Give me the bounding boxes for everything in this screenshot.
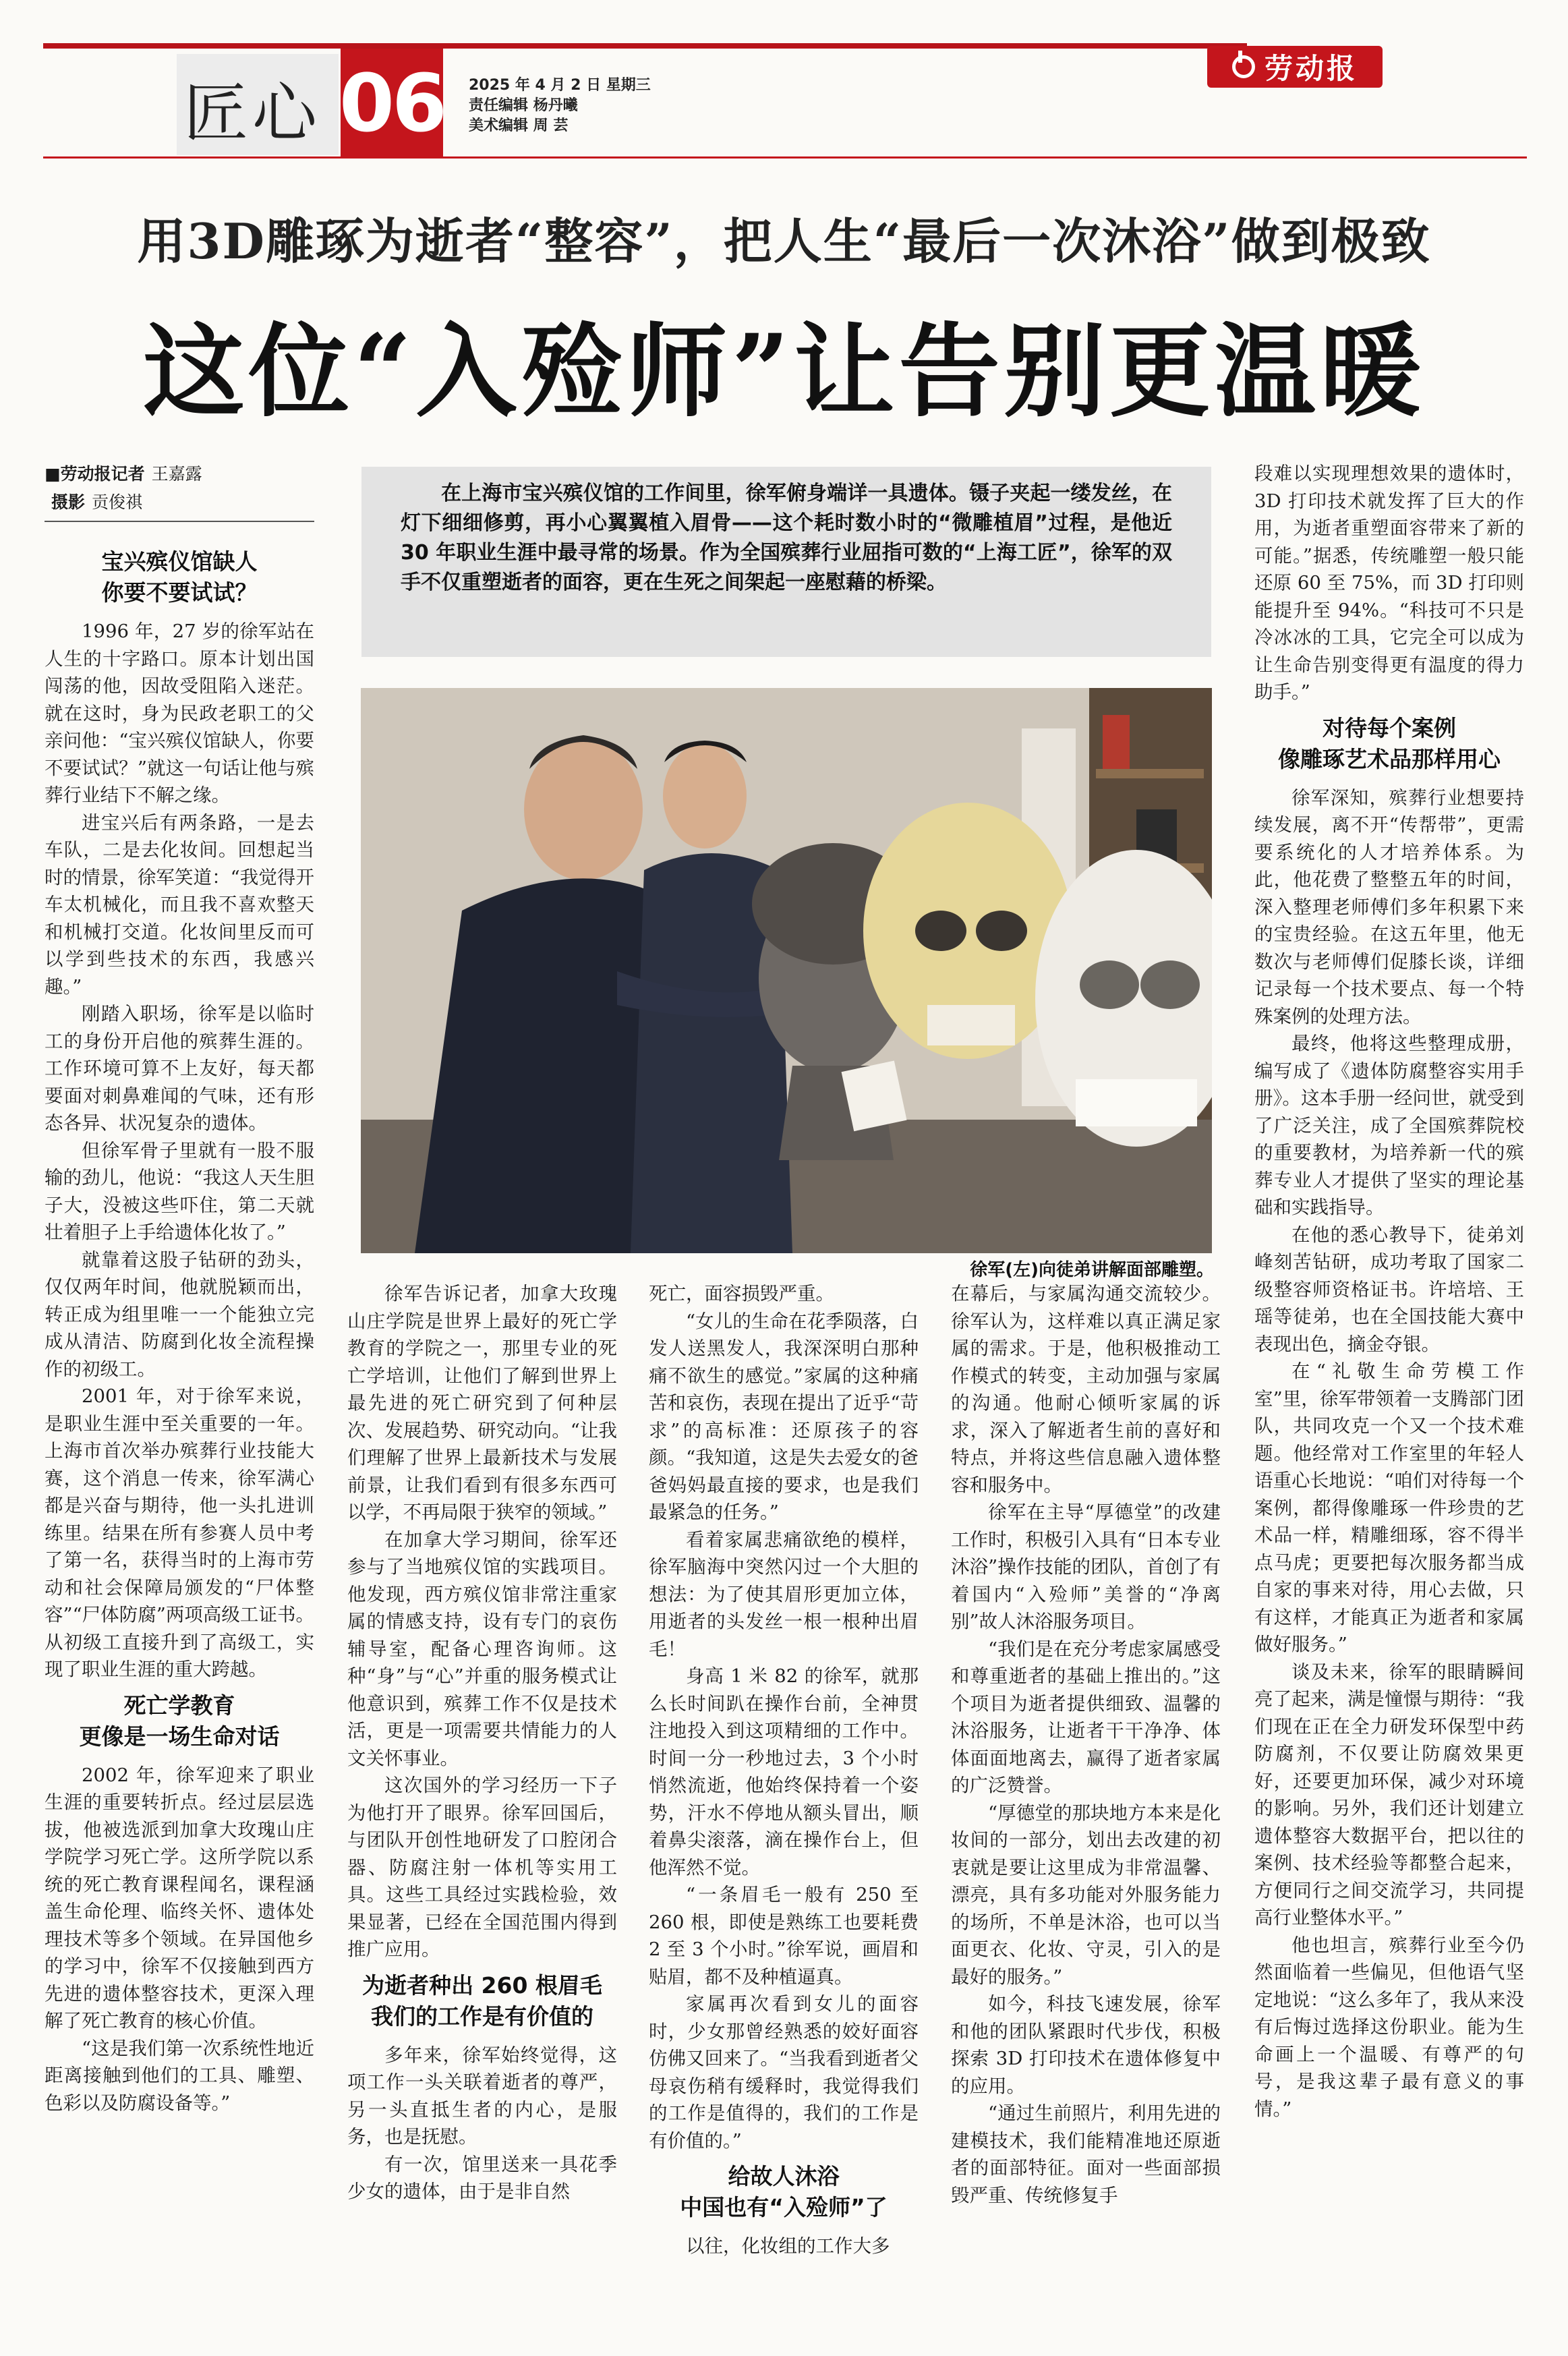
paragraph: “女儿的生命在花季陨落，白发人送黑发人，我深深明白那种痛不欲生的感觉。”家属的这种痛苦和哀伤，表现在提出了近乎“苛求”的高标准：还原孩子的容颜。“我知道，这是失去爱女的爸爸妈妈最直接的要求，也是我们最紧急的任务。” [649, 1310, 919, 1523]
byline-divider [45, 521, 314, 522]
byline-reporter: 王嘉露 [151, 464, 202, 484]
subhead: 为逝者种出 260 根眉毛 我们的工作是有价值的 [362, 1972, 602, 2030]
paragraph: 徐军告诉记者，加拿大玫瑰山庄学院是世界上最好的死亡学教育的学院之一，那里专业的死亡学培训，让他们了解到世界上最先进的死亡研究到了何种层次、发展趋势、研究动向。“让我们理解了世界上最新技术与发展前景，让我们看到有很多东西可以学，不再局限于狭窄的领域。” [347, 1283, 617, 1523]
paragraph: 身高 1 米 82 的徐军，就那么长时间趴在操作台前，全神贯注地投入到这项精细的工作中。时间一分一秒地过去，3 个小时悄然流逝，他始终保持着一个姿势，汗水不停地从额头冒出，顺着鼻尖滚落，滴在操作台上，但他浑然不觉。 [649, 1665, 919, 1878]
paragraph: 在“礼敬生命劳模工作室”里，徐军带领着一支腾部门团队，共同攻克一个又一个技术难题。他经常对工作室里的年轻人语重心长地说：“咱们对待每一个案例，都得像雕琢一件珍贵的艺术品一样，精雕细琢，容不得半点马虎；更要把每次服务都当成自家的事来对待，用心去做，只有这样，才能真正为逝者和家属做好服务。” [1254, 1360, 1524, 1655]
paragraph: 看着家属悲痛欲绝的模样，徐军脑海中突然闪过一个大胆的想法：为了使其眉形更加立体，用逝者的头发丝一根一根种出眉毛！ [649, 1528, 919, 1660]
paragraph: 他也坦言，殡葬行业至今仍然面临着一些偏见，但他语气坚定地说：“这么多年了，我从来没有后悔过选择这份职业。能为生命画上一个温暖、有尊严的句号，是我这辈子最有意义的事情。” [1254, 1934, 1524, 2120]
paragraph: 多年来，徐军始终觉得，这项工作一头关联着逝者的尊严，另一头直抵生者的内心，是服务，也是抚慰。 [347, 2044, 617, 2148]
paragraph: “我们是在充分考虑家属感受和尊重逝者的基础上推出的。”这个项目为逝者提供细致、温馨的沐浴服务，让逝者干干净净、体体面面地离去，赢得了逝者家属的广泛赞誉。 [951, 1638, 1221, 1796]
paragraph: “这是我们第一次系统性地近距离接触到他们的工具、雕塑、色彩以及防腐设备等。” [45, 2037, 314, 2114]
paragraph: 这次国外的学习经历一下子为他打开了眼界。徐军回国后，与团队开创性地研发了口腔闭合器、防腐注射一体机等实用工具。这些工具经过实践检验，效果显著，已经在全国范围内得到推广应用。 [347, 1775, 617, 1960]
byline [45, 460, 202, 517]
paragraph: 有一次，馆里送来一具花季少女的遗体，由于是非自然 [347, 2153, 617, 2202]
paragraph: 如今，科技飞速发展，徐军和他的团队紧跟时代步伐，积极探索 3D 打印技术在遗体修复中的应用。 [951, 1993, 1221, 2097]
paragraph: “通过生前照片，利用先进的建模技术，我们能精准地还原逝者的面部特征。面对一些面部损毁严重、传统修复手 [951, 2102, 1221, 2206]
paragraph: 死亡，面容损毁严重。 [649, 1283, 834, 1304]
byline-photo-label: 摄影 [51, 492, 86, 512]
date-line: 2025 年 4 月 2 日 星期三 [469, 77, 651, 94]
art-editor-line: 美术编辑 周 芸 [469, 117, 569, 134]
subhead: 给故人沐浴 中国也有“入殓师”了 [680, 2163, 888, 2220]
header-divider [43, 156, 1527, 159]
article-headline: 这位“入殓师”让告别更温暖 [143, 312, 1425, 431]
page-number: 06 [341, 49, 443, 158]
paragraph: 徐军在主导“厚德堂”的改建工作时，积极引入具有“日本专业沐浴”操作技能的团队，首创了有着国内“入殓师”美誉的“净离别”故人沐浴服务项目。 [951, 1501, 1221, 1632]
column-3 [649, 1280, 919, 2260]
byline-photographer: 贡俊祺 [92, 492, 143, 512]
newspaper-name: 劳动报 [1264, 52, 1358, 85]
paragraph: “一条眉毛一般有 250 至 260 根，即使是熟练工也要耗费 2 至 3 个小时。”徐军说，画眉和贴眉，都不及种植逼真。 [649, 1884, 919, 1988]
paragraph: 2002 年，徐军迎来了职业生涯的重要转折点。经过层层选拔，他被选派到加拿大玫瑰山庄学院学习死亡学。这所学院以系统的死亡教育课程闻名，课程涵盖生命伦理、临终关怀、遗体处理技术等多个领域。在异国他乡的学习中，徐军不仅接触到西方先进的遗体整容技术，更深入理解了死亡教育的核心价值。 [45, 1764, 314, 2032]
newspaper-logo [1207, 46, 1383, 88]
section-name: 匠心 [183, 76, 321, 151]
photo-illustration [361, 688, 1212, 1253]
paragraph: 徐军深知，殡葬行业想要持续发展，离不开“传帮带”，更需要系统化的人才培养体系。为此，他花费了整整五年的时间，深入整理老师傅们多年积累下来的宝贵经验。在这五年里，他无数次与老师傅们促膝长谈，详细记录每一个技术要点、每一个特殊案例的处理方法。 [1254, 786, 1524, 1027]
paragraph: 最终，他将这些整理成册，编写成了《遗体防腐整容实用手册》。这本手册一经问世，就受到了广泛关注，成了全国殡葬院校的重要教材，为培养新一代的殡葬专业人才提供了坚实的理论基础和实践指导。 [1254, 1033, 1524, 1218]
paragraph: 2001 年，对于徐军来说，是职业生涯中至关重要的一年。上海市首次举办殡葬行业技能大赛，这个消息一传来，徐军满心都是兴奋与期待，他一头扎进训练里。结果在所有参赛人员中考了第一名，获得当时的上海市劳动和社会保障局颁发的“尸体整容”“尸体防腐”两项高级工证书。从初级工直接升到了高级工，实现了职业生涯的重大跨越。 [45, 1385, 314, 1680]
lead-paragraph: 在上海市宝兴殡仪馆的工作间里，徐军俯身端详一具遗体。镊子夹起一缕发丝，在灯下细细修剪，再小心翼翼植入眉骨——这个耗时数小时的“微雕植眉”过程，是他近 30 年职业生涯中最寻常的场景。作为全国殡葬行业屈指可数的“上海工匠”，徐军的双手不仅重塑逝者的面容，更在生死之间架起一座慰藉的桥梁。 [401, 482, 1172, 594]
lead-box [361, 467, 1211, 657]
paragraph: 以往，化妆组的工作大多 [686, 2235, 890, 2257]
column-2 [347, 1280, 617, 2206]
column-4 [951, 1280, 1221, 2209]
subhead: 宝兴殡仪馆缺人 你要不要试试？ [101, 548, 258, 606]
paragraph: 就靠着这股子钻研的劲头，仅仅两年时间，他就脱颖而出，转正成为组里唯一一个能独立完成从清洁、防腐到化妆全流程操作的初级工。 [45, 1248, 314, 1380]
paragraph: 在幕后，与家属沟通交流较少。徐军认为，这样难以真正满足家属的需求。于是，他积极推动工作模式的转变，主动加强与家属的沟通。他耐心倾听家属的诉求，深入了解逝者生前的喜好和特点，并将这些信息融入遗体整容和服务中。 [951, 1283, 1221, 1496]
article-kicker: 用3D雕琢为逝者“整容”，把人生“最后一次沐浴”做到极致 [137, 212, 1431, 270]
paragraph: 谈及未来，徐军的眼睛瞬间亮了起来，满是憧憬与期待：“我们现在正在全力研发环保型中药防腐剂，不仅要让防腐效果更好，还要更加环保，减少对环境的影响。另外，我们还计划建立遗体整容大数据平台，把以往的案例、技术经验等都整合起来，方便同行之间交流学习，共同提高行业整体水平。” [1254, 1661, 1524, 1928]
paragraph: 进宝兴后有两条路，一是去车队，二是去化妆间。回想起当时的情景，徐军笑道：“我觉得开车太机械化，而且我不喜欢整天和机械打交道。化妆间里反而可以学到些技术的东西，我感兴趣。” [45, 811, 314, 998]
paragraph: “厚德堂的那块地方本来是化妆间的一部分，划出去改建的初衷就是要让这里成为非常温馨、漂亮，具有多功能对外服务能力的场所，不单是沐浴，也可以当面更衣、化妆、守灵，引入的是最好的服务。” [951, 1802, 1221, 1988]
paragraph: 家属再次看到女儿的面容时，少女那曾经熟悉的姣好面容仿佛又回来了。“当我看到逝者父母哀伤稍有缓释时，我觉得我们的工作是值得的，我们的工作是有价值的。” [649, 1993, 919, 2152]
article-photo [361, 688, 1212, 1253]
subhead: 死亡学教育 更像是一场生命对话 [79, 1692, 280, 1750]
byline-reporter-label: ■劳动报记者 [45, 464, 145, 484]
editor-line: 责任编辑 杨丹曦 [469, 97, 578, 114]
paragraph: 在他的悉心教导下，徒弟刘峰刻苦钻研，成功考取了国家二级整容师资格证书。许培培、王瑶等徒弟，也在全国技能大赛中表现出色，摘金夺银。 [1254, 1224, 1524, 1355]
column-1 [45, 540, 314, 2117]
paragraph: 但徐军骨子里就有一股不服输的劲儿，他说：“我这人天生胆子大，没被这些吓住，第二天就壮着胆子上手给遗体化妆了。” [45, 1139, 314, 1243]
paragraph: 刚踏入职场，徐军是以临时工的身份开启他的殡葬生涯的。工作环境可算不上友好，每天都要面对刺鼻难闻的气味，还有形态各异、状况复杂的遗体。 [45, 1003, 314, 1134]
paragraph: 段难以实现理想效果的遗体时，3D 打印技术就发挥了巨大的作用，为逝者重塑面容带来了新的可能。”据悉，传统雕塑一般只能还原 60 至 75%，而 3D 打印则能提升至 94%。“科技可不只是冷冰冰的工具，它完全可以成为让生命告别变得更有温度的得力助手。” [1254, 463, 1524, 703]
edition-meta [469, 76, 651, 136]
column-5 [1254, 460, 1524, 2123]
photo-caption: 徐军(左)向徒弟讲解面部雕塑。 [970, 1260, 1214, 1280]
top-red-rule [43, 43, 1247, 49]
logo-mark-icon [1232, 55, 1255, 78]
paragraph: 1996 年，27 岁的徐军站在人生的十字路口。原本计划出国闯荡的他，因故受阻陷入迷茫。就在这时，身为民政老职工的父亲问他：“宝兴殡仪馆缺人，你要不要试试？”就这一句话让他与殡葬行业结下不解之缘。 [45, 621, 314, 806]
paragraph: 在加拿大学习期间，徐军还参与了当地殡仪馆的实践项目。他发现，西方殡仪馆非常注重家属的情感支持，设有专门的哀伤辅导室，配备心理咨询师。这种“身”与“心”并重的服务模式让他意识到，殡葬工作不仅是技术活，更是一项需要共情能力的人文关怀事业。 [347, 1528, 617, 1769]
subhead: 对待每个案例 像雕琢艺术品那样用心 [1278, 714, 1501, 772]
